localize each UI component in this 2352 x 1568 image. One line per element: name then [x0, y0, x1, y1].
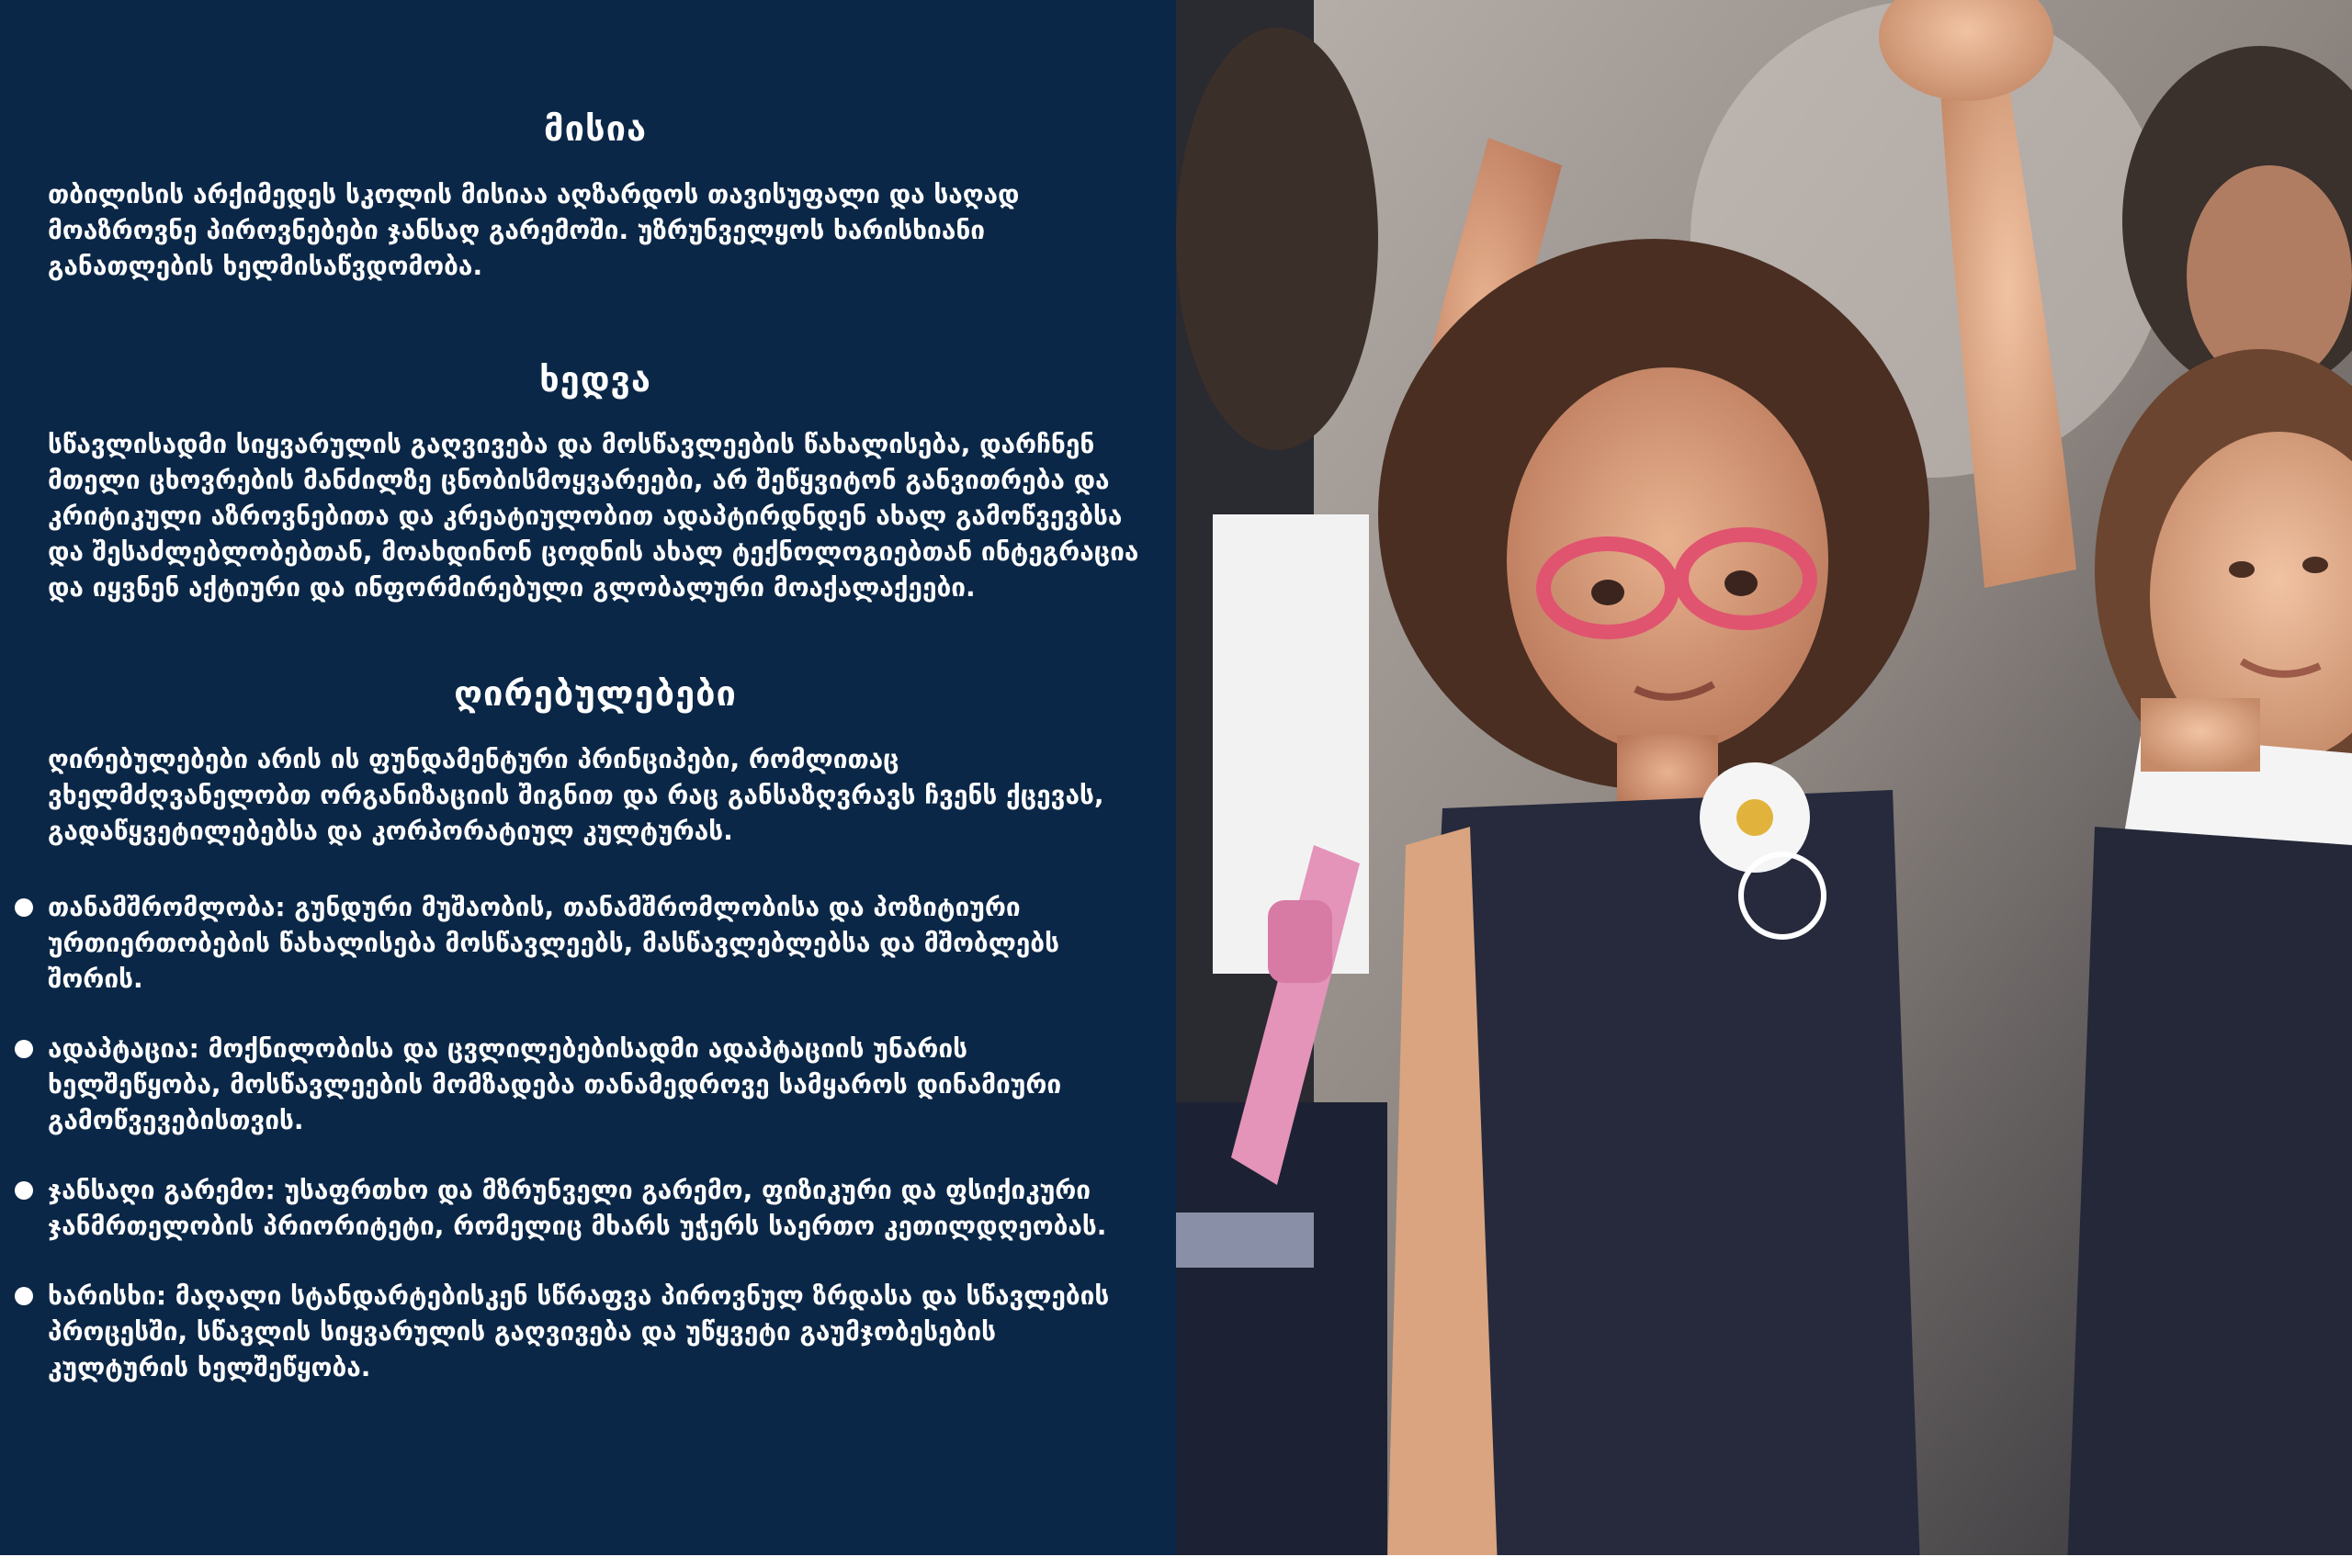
value-item-text: ადაპტაცია: მოქნილობისა და ცვლილებებისადმი ადაპტაციის უნარის ხელშეწყობა, მოსწავლეების მომზადება თანამედროვე სამყაროს დინამიური გამოწვევებისთვის.	[48, 1032, 1062, 1135]
mission-text: თბილისის არქიმედეს სკოლის მისიაა აღზარდოს თავისუფალი და საღად მოაზროვნე პიროვნებები ჯანსაღ გარემოში. უზრუნველყოს ხარისხიანი განათლების ხელმისაწვდომობა.	[48, 178, 1020, 281]
value-item-healthy-environment	[48, 1172, 1143, 1244]
bullet-icon	[15, 1287, 33, 1305]
mission-section	[48, 108, 1143, 284]
values-intro: ღირებულებები არის ის ფუნდამენტური პრინციპები, რომლითაც ვხელმძღვანელობთ ორგანიზაციის შიგნით და რაც განსაზღვრავს ჩვენს ქცევას, გადაწყვეტილებებსა და კორპორატიულ კულტურას.	[48, 743, 1104, 846]
bottom-strip	[0, 1555, 2352, 1568]
schoolchildren-photo	[1176, 0, 2352, 1568]
values-list	[48, 889, 1143, 1385]
vision-heading: ხედვა	[539, 358, 651, 400]
values-heading: ღირებულებები	[454, 673, 737, 715]
value-item-text: ჯანსაღი გარემო: უსაფრთხო და მზრუნველი გარემო, ფიზიკური და ფსიქიკური ჯანმრთელობის პრიორიტეტი, რომელიც მხარს უჭერს საერთო კეთილდღეობას.	[48, 1174, 1107, 1241]
value-item-collaboration	[48, 889, 1143, 997]
value-item-adaptation	[48, 1031, 1143, 1138]
vision-section	[48, 359, 1143, 606]
mission-heading: მისია	[543, 108, 648, 149]
value-item-text: თანამშრომლობა: გუნდური მუშაობის, თანამშრომლობისა და პოზიტიური ურთიერთობების წახალისება მოსწავლეებს, მასწავლებლებსა და მშობლებს შორის.	[48, 891, 1059, 994]
photo-illustration	[1176, 0, 2352, 1568]
bullet-icon	[15, 1040, 33, 1058]
bullet-icon	[15, 1181, 33, 1200]
vision-text: სწავლისადმი სიყვარულის გაღვივება და მოსწავლეების წახალისება, დარჩნენ მთელი ცხოვრების მანძილზე ცნობისმოყვარეები, არ შეწყვიტონ განვითრება და კრიტიკული აზროვნებითა და კრეატიულობით ადაპტირდნდენ ახალ გამოწვევბსა და შესაძლებლობებთან, მოახდინონ ცოდნის ახალ ტექნოლოგიებთან ინტეგრაცია და იყვნენ აქტიური და ინფორმირებული გლობალური მოაქალაქეები.	[48, 429, 1139, 604]
values-section	[48, 673, 1143, 1385]
value-item-text: ხარისხი: მაღალი სტანდარტებისკენ სწრაფვა პიროვნულ ზრდასა და სწავლების პროცესში, სწავლის სიყვარულის გაღვივება და უწყვეტი გაუმჯობესების კულტურის ხელშეწყობა.	[48, 1280, 1110, 1382]
value-item-quality	[48, 1278, 1143, 1385]
bullet-icon	[15, 898, 33, 917]
